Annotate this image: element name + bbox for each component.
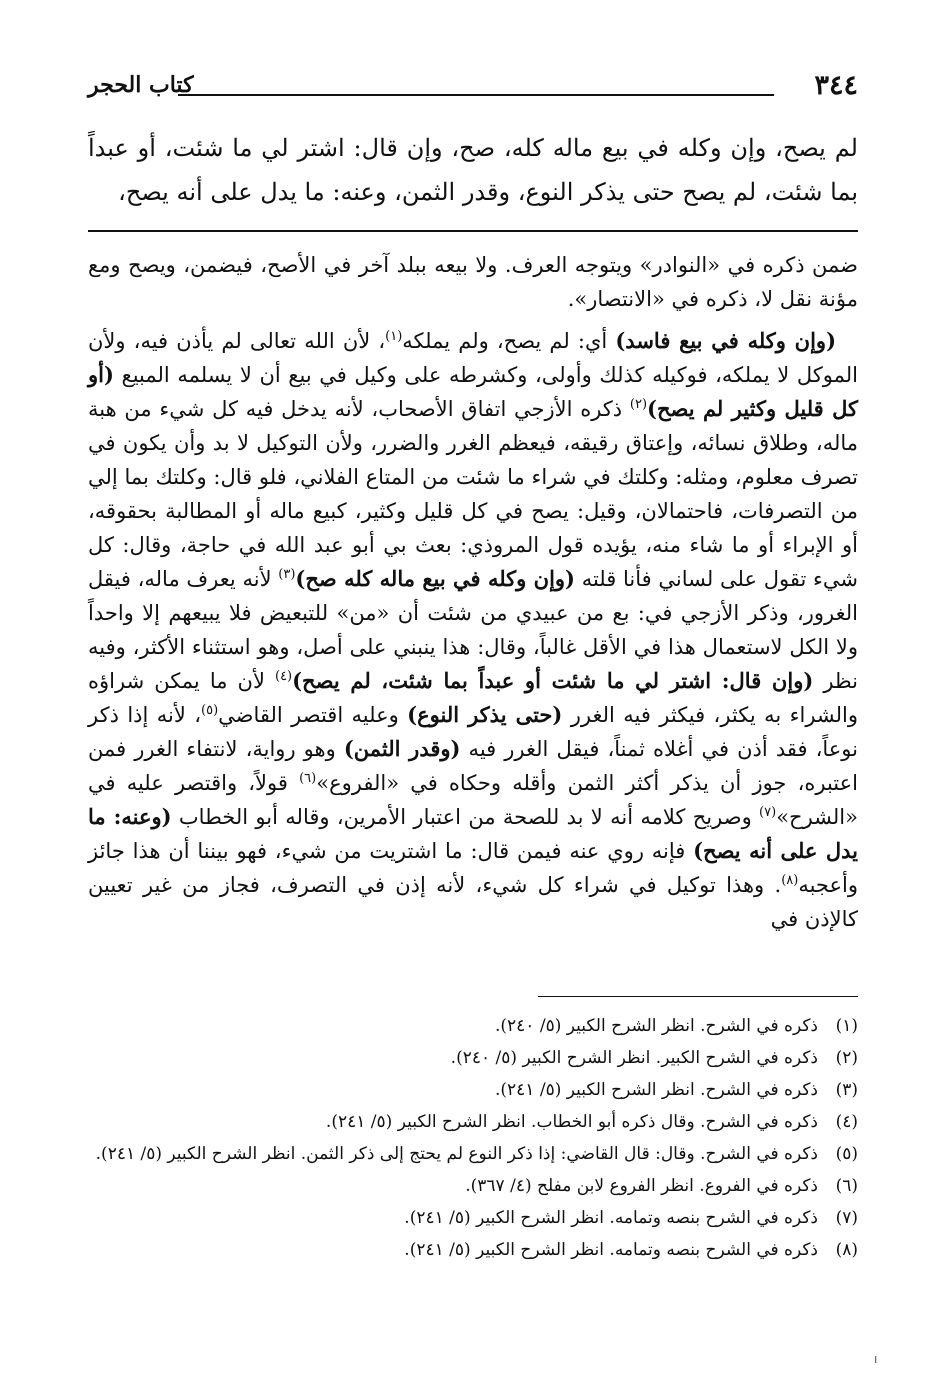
text-run: ذكره الأزجي اتفاق الأصحاب، لأنه يدخل فيه كل شيء من هبة ماله، وطلاق نسائه، وإعتاق رقيقه، فيعظم الغرر والضرر، ولأن التوكيل لا بد وأن يكون في تصرف معلوم، ومثله: وكلتك في شراء ما شئت من المتاع الفلاني، فلو قال: وكلتك بما إلي من التصرفات، فاحتمالان، وقيل: يصح في كل قليل وكثير، كبيع ماله أو المطالبة بحقوقه، أو الإبراء أو ما شاء منه، يؤيده قول المروذي: بعث بي أبو عبد الله في حاجة، وقال: كل شيء تقول على لساني فأنا قلته	[88, 397, 858, 591]
text-run: أي: لم يصح، ولم يملكه	[402, 329, 616, 353]
footnote-text: ذكره في الشرح الكبير. انظر الشرح الكبير (٥/ ٢٤٠).	[450, 1048, 818, 1068]
footnote-number: (٤)	[835, 1112, 858, 1132]
text-run: ، لأن الله تعالى لم يأذن فيه، ولأن الموكل لا يملكه، فوكيله كذلك وأولى، وكشرطه على وكيل في بيع أن لا يسلمه المبيع	[88, 329, 858, 387]
footnote-text: ذكره في الشرح. انظر الشرح الكبير (٥/ ٢٤٠).	[495, 1016, 818, 1036]
matn-separator	[88, 230, 858, 232]
text-run: فإنه روي عنه فيمن قال: ما اشتريت من شيء، فهو بيننا أن هذا جائز وأعجبه	[88, 839, 858, 897]
bold-quote: (وإن وكله في بيع فاسد)	[615, 328, 837, 353]
bold-quote: (وإن وكله في بيع ماله كله صح)	[295, 566, 575, 591]
text-run: وصريح كلامه أنه لا بد للصحة من اعتبار الأمرين، وقاله أبو الخطاب	[171, 805, 760, 829]
bold-quote: (وعنه: ما يدل على أنه يصح)	[88, 804, 859, 863]
footnote	[88, 1202, 858, 1234]
header-rule	[178, 94, 774, 96]
footnote	[88, 1234, 858, 1266]
footnote-ref: (٦)	[299, 771, 317, 786]
footnote-ref: (٧)	[759, 805, 777, 820]
footnote-text: ذكره في الفروع. انظر الفروع لابن مفلح (٤/ ٣٦٧).	[465, 1176, 818, 1196]
footnote-number: (٦)	[835, 1176, 858, 1196]
bold-quote: (حتى يذكر النوع)	[407, 702, 563, 727]
footnote-rule	[538, 996, 858, 997]
text-run: . وهذا توكيل في شراء كل شيء، لأنه إذن في التصرف، فجاز من غير تعيين كالإذن في	[88, 873, 858, 931]
footnote-number: (٥)	[835, 1144, 858, 1164]
commentary	[88, 248, 858, 936]
page-number: ٣٤٤	[814, 70, 858, 101]
footnote-number: (٢)	[835, 1048, 858, 1068]
footnote-text: ذكره في الشرح بنصه وتمامه. انظر الشرح الكبير (٥/ ٢٤١).	[404, 1240, 818, 1260]
footnote-number: (٣)	[835, 1080, 858, 1100]
footnote-ref: (١)	[385, 329, 403, 344]
footnote-text: ذكره في الشرح بنصه وتمامه. انظر الشرح الكبير (٥/ ٢٤١).	[404, 1208, 818, 1228]
margin-mark: ı	[874, 1352, 878, 1366]
footnote	[88, 1138, 858, 1170]
book-title: كتاب الحجر	[88, 72, 194, 98]
footnote-text: ذكره في الشرح. انظر الشرح الكبير (٥/ ٢٤١).	[495, 1080, 818, 1100]
commentary-paragraph-1: ضمن ذكره في «النوادر» ويتوجه العرف. ولا بيعه ببلد آخر في الأصح، فيضمن، ويصح ومع مؤنة نقل لا، ذكره في «الانتصار».	[88, 253, 858, 311]
matn-text: لم يصح، وإن وكله في بيع ماله كله، صح، وإن قال: اشتر لي ما شئت، أو عبداً بما شئت، لم يصح حتى يذكر النوع، وقدر الثمن، وعنه: ما يدل على أنه يصح،	[88, 134, 858, 206]
text-run: قولاً، واقتصر عليه في «الشرح»	[88, 771, 858, 829]
footnote	[88, 1010, 858, 1042]
text-run: لأنه يعرف ماله، فيقل الغرور، وذكر الأزجي في: بع من عبيدي من شئت أن «من» للتبعيض فلا يبيعهم إلا واحداً ولا الكل لاستعمال هذا في الأقل غالباً، وقال: هذا ينبني على أصل، وهو استثناء الأكثر، وفيه نظر	[88, 567, 858, 693]
footnote-ref: (٥)	[201, 703, 219, 718]
footnote-ref: (٤)	[274, 669, 293, 684]
footnote	[88, 1106, 858, 1138]
commentary-paragraph-2	[88, 324, 858, 936]
footnotes	[88, 1010, 858, 1266]
footnote-ref: (٢)	[629, 397, 648, 412]
footnote-number: (٧)	[835, 1208, 858, 1228]
text-run: وهو رواية، لانتفاء الغرر فمن اعتبره، جوز أن يذكر أكثر الثمن وأقله وحكاه في «الفروع»	[88, 737, 858, 795]
text-run: لأن ما يمكن شراؤه والشراء به يكثر، فيكثر فيه الغرر	[88, 669, 859, 727]
footnote-number: (١)	[835, 1016, 858, 1036]
text-run: وعليه اقتصر القاضي	[218, 703, 408, 727]
text-run: ، لأنه إذا ذكر نوعاً، فقد أذن في أغلاه ثمناً، فيقل الغرر فيه	[88, 703, 858, 761]
footnote	[88, 1074, 858, 1106]
footnote-number: (٨)	[835, 1240, 858, 1260]
bold-quote: (وإن قال: اشتر لي ما شئت أو عبداً بما شئت، لم يصح)	[292, 668, 814, 693]
footnote-ref: (٨)	[781, 873, 799, 888]
bold-quote: (وقدر الثمن)	[343, 736, 461, 761]
footnote	[88, 1170, 858, 1202]
footnote	[88, 1042, 858, 1074]
running-header	[88, 70, 858, 106]
footnote-text: ذكره في الشرح. وقال: قال القاضي: إذا ذكر النوع لم يحتج إلى ذكر الثمن. انظر الشرح الكبير (٥/ ٢٤١).	[95, 1144, 818, 1164]
footnote-text: ذكره في الشرح. وقال ذكره أبو الخطاب. انظر الشرح الكبير (٥/ ٢٤١).	[325, 1112, 818, 1132]
footnote-ref: (٣)	[278, 567, 296, 582]
page	[88, 60, 858, 1350]
bold-quote: (أو كل قليل وكثير لم يصح)	[88, 362, 858, 421]
